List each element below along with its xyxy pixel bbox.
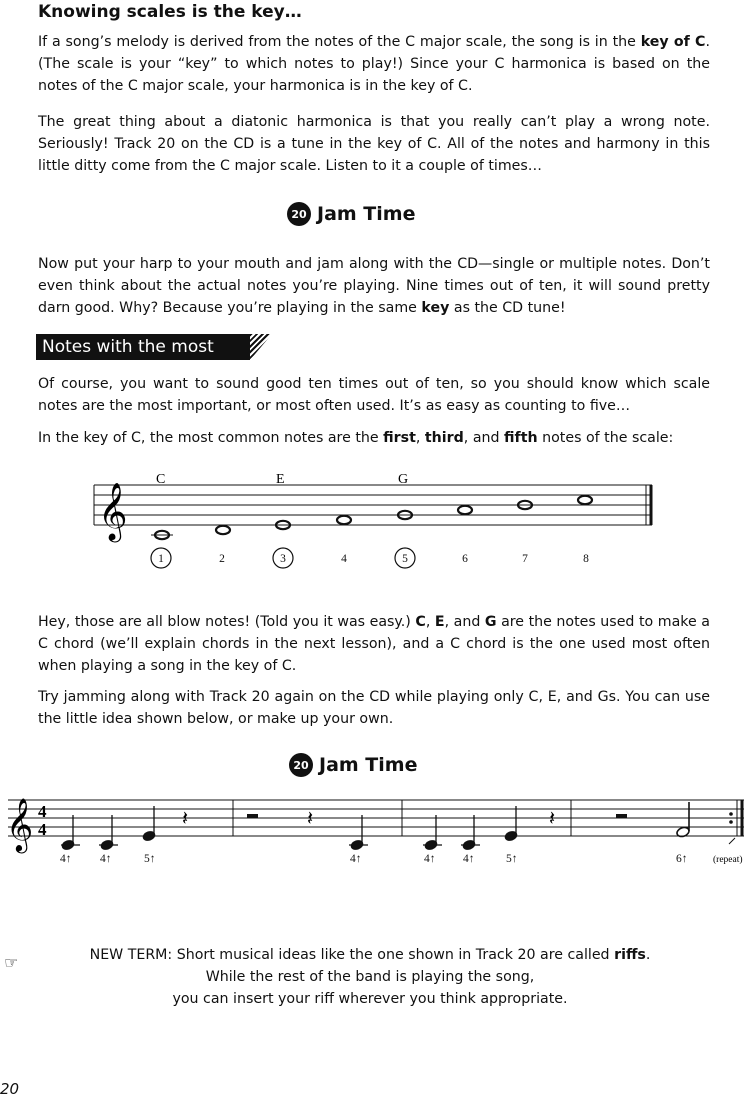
time-signature-bottom: 4 bbox=[38, 820, 47, 839]
note-letter-g: G bbox=[398, 472, 409, 487]
scale-degree: 2 bbox=[219, 553, 225, 565]
harmonica-tab: 6↑ bbox=[676, 853, 688, 865]
text: . (The scale is your “key” to which notes to play!) Since your C harmonica is based on the notes of the C major scale, your harmonica is in the key of C. bbox=[38, 34, 710, 94]
bold-term: riffs bbox=[614, 947, 646, 963]
text: are the notes used to make a C chord (we’ll explain chords in the next lesson), and a C chord is the one used most often when playing a song in the key of C. bbox=[38, 614, 710, 674]
scale-degree: 7 bbox=[522, 553, 528, 565]
note-head bbox=[337, 516, 351, 524]
text: If a song’s melody is derived from the notes of the C major scale, the song is in the bbox=[38, 34, 641, 50]
new-term-note bbox=[60, 944, 680, 1010]
note-letter-c: C bbox=[156, 472, 166, 487]
repeat-label: (repeat) bbox=[713, 855, 743, 865]
text: , bbox=[415, 430, 425, 446]
note-letter-e: E bbox=[276, 472, 285, 487]
scale-degree: 4 bbox=[341, 553, 347, 565]
section-heading-scales: Knowing scales is the key… bbox=[38, 2, 302, 22]
bold-term: key bbox=[421, 300, 450, 316]
repeat-dot bbox=[729, 812, 733, 816]
paragraph-most-important: Of course, you want to sound good ten times out of ten, so you should know which scale notes are the most important, or most often used. It’s as easy as counting to five… bbox=[38, 376, 710, 414]
jam-time-header bbox=[289, 753, 417, 777]
harmonica-tab: 4↑ bbox=[463, 853, 475, 865]
bold-term: G bbox=[484, 614, 497, 630]
staff-lines bbox=[94, 485, 652, 525]
treble-clef-icon: 𝄞 bbox=[6, 799, 34, 850]
new-term-line-1 bbox=[60, 944, 680, 966]
jam-time-label: Jam Time bbox=[317, 203, 416, 225]
paragraph-key-of-c bbox=[38, 31, 710, 97]
banner-stripe-decoration bbox=[250, 334, 272, 360]
text: as the CD tune! bbox=[449, 300, 566, 316]
treble-clef-icon: 𝄞 bbox=[98, 483, 128, 539]
scale-degree: 3 bbox=[280, 553, 286, 565]
harmonica-tab: 5↑ bbox=[506, 853, 518, 865]
scale-degree: 1 bbox=[158, 553, 164, 565]
text: notes of the scale: bbox=[537, 430, 674, 446]
paragraph-wrong-note: The great thing about a diatonic harmonica is that you really can’t play a wrong note. Seriously! Track 20 on the CD is a tune in the key of C. All of the notes and harmony in this little ditty come from the C major scale. Listen to it a couple of times… bbox=[38, 114, 710, 174]
half-rest-icon bbox=[247, 814, 258, 818]
note-head bbox=[216, 526, 230, 534]
repeat-dot bbox=[729, 820, 733, 824]
jam-time-header bbox=[287, 202, 415, 226]
new-term-line-3: you can insert your riff wherever you think appropriate. bbox=[172, 991, 568, 1007]
note-head bbox=[458, 506, 472, 514]
paragraph-blow-notes bbox=[38, 611, 710, 677]
section-banner bbox=[36, 334, 272, 360]
bold-term: third bbox=[424, 430, 464, 446]
half-rest-icon bbox=[616, 814, 627, 818]
pointing-hand-icon: ☞ bbox=[4, 953, 19, 972]
text: NEW TERM: Short musical ideas like the one shown in Track 20 are called bbox=[89, 947, 615, 963]
text: , and bbox=[444, 614, 485, 630]
bold-term: first bbox=[383, 430, 416, 446]
harmonica-tab: 4↑ bbox=[100, 853, 112, 865]
quarter-rest-icon: 𝄽 bbox=[182, 808, 189, 830]
cd-track-icon: 20 bbox=[289, 753, 313, 777]
scale-degree: 8 bbox=[583, 553, 589, 565]
section-banner-title: Notes with the most bbox=[36, 334, 250, 360]
harmonica-tab: 4↑ bbox=[60, 853, 72, 865]
quarter-rest-icon: 𝄽 bbox=[307, 808, 314, 830]
repeat-arrow bbox=[729, 838, 735, 844]
riff-staff bbox=[0, 788, 750, 878]
text: . bbox=[645, 947, 651, 963]
paragraph-try-jamming: Try jamming along with Track 20 again on the CD while playing only C, E, and Gs. You can use the little idea shown below, or make up your own. bbox=[38, 689, 710, 727]
page-number: 20 bbox=[0, 1080, 20, 1098]
bold-term: key of C bbox=[640, 34, 706, 50]
bold-term: C bbox=[415, 614, 426, 630]
scale-degree: 5 bbox=[402, 553, 408, 565]
harmonica-tab: 4↑ bbox=[424, 853, 436, 865]
harmonica-tab: 5↑ bbox=[144, 853, 156, 865]
note-head bbox=[578, 496, 592, 504]
harmonica-tab: 4↑ bbox=[350, 853, 362, 865]
c-major-scale-staff bbox=[90, 465, 670, 575]
text: Hey, those are all blow notes! (Told you it was easy.) bbox=[38, 614, 416, 630]
text: , bbox=[425, 614, 435, 630]
paragraph-common-notes bbox=[38, 427, 710, 449]
bold-term: fifth bbox=[504, 430, 538, 446]
scale-degree: 6 bbox=[462, 553, 468, 565]
jam-time-label: Jam Time bbox=[319, 754, 418, 776]
bold-term: E bbox=[434, 614, 445, 630]
new-term-line-2: While the rest of the band is playing the song, bbox=[205, 969, 535, 985]
cd-track-icon: 20 bbox=[287, 202, 311, 226]
text: In the key of C, the most common notes are the bbox=[38, 430, 384, 446]
staff-lines bbox=[8, 800, 744, 836]
paragraph-jam-along bbox=[38, 253, 710, 319]
time-signature-top: 4 bbox=[38, 802, 47, 821]
quarter-rest-icon: 𝄽 bbox=[549, 808, 556, 830]
text: Now put your harp to your mouth and jam along with the CD—single or multiple notes. Don’t even think about the actual notes you’re playing. Nine times out of ten, it will sound pretty darn good. Why? Because you’re playing in the same bbox=[38, 256, 710, 316]
text: , and bbox=[463, 430, 505, 446]
